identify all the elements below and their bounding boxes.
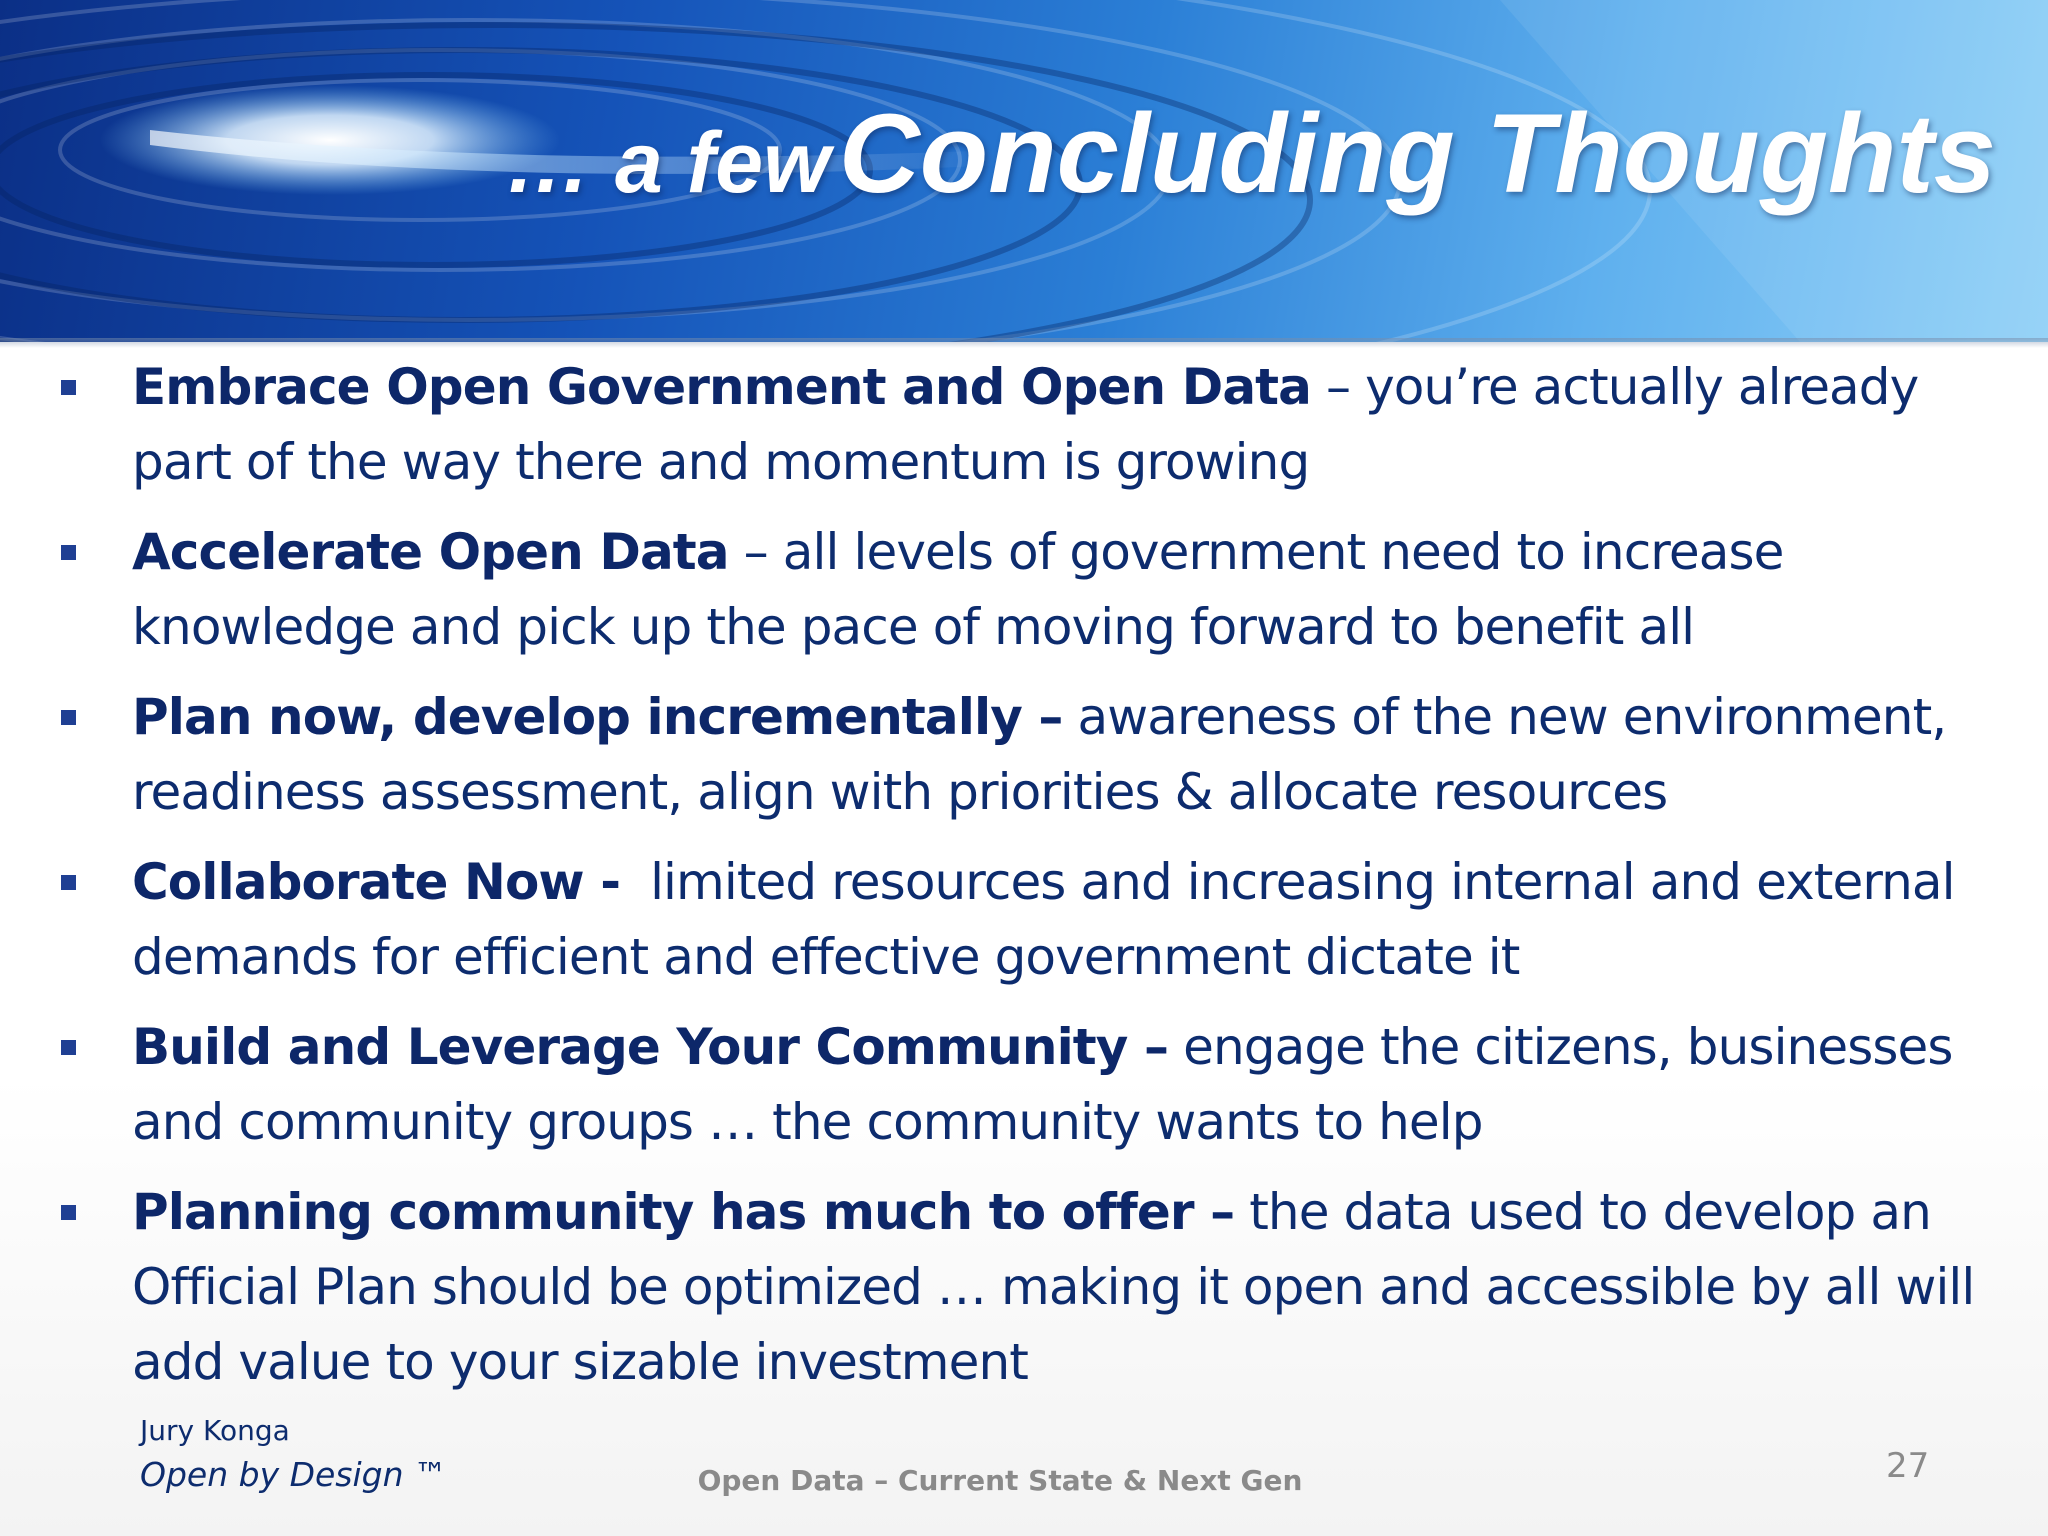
bullet-item	[0, 845, 2048, 995]
title-prefix: … a few	[505, 115, 831, 211]
bullet-item	[0, 680, 2048, 830]
slide-title	[505, 91, 1996, 216]
title-banner	[0, 0, 2048, 342]
square-bullet-icon	[61, 380, 76, 395]
square-bullet-icon	[61, 545, 76, 560]
bullet-lead: Plan now, develop incrementally –	[132, 688, 1063, 746]
bullet-lead: Build and Leverage Your Community –	[132, 1018, 1169, 1076]
page-number: 27	[1886, 1446, 1930, 1486]
bullet-lead: Accelerate Open Data	[132, 523, 729, 581]
bullet-lead: Planning community has much to offer –	[132, 1183, 1235, 1241]
bullet-text: the data used to develop an Official Plan should be optimized … making it open and accessible by all will add value to your sizable investment	[132, 1183, 1975, 1391]
bullet-list	[0, 350, 2048, 1415]
square-bullet-icon	[61, 875, 76, 890]
bullet-item	[0, 1175, 2048, 1400]
bullet-item	[0, 1010, 2048, 1160]
footer-author: Jury Konga	[140, 1414, 290, 1447]
banner-shadow	[0, 338, 2048, 348]
bullet-text: engage the citizens, businesses and community groups … the community wants to help	[132, 1018, 1953, 1151]
bullet-text: limited resources and increasing internal and external demands for efficient and effective government dictate it	[132, 853, 1970, 986]
title-main: Concluding Thoughts	[838, 91, 1996, 216]
bullet-text: awareness of the new environment, readiness assessment, align with priorities & allocate resources	[132, 688, 1947, 821]
footer-brand: Open by Design ™	[140, 1455, 448, 1494]
square-bullet-icon	[61, 1040, 76, 1055]
bullet-lead: Collaborate Now -	[132, 853, 621, 911]
bullet-text: – you’re actually already part of the way there and momentum is growing	[132, 358, 1919, 491]
footer-presentation-title: Open Data – Current State & Next Gen	[697, 1464, 1303, 1497]
bullet-text: – all levels of government need to increase knowledge and pick up the pace of moving forward to benefit all	[132, 523, 1784, 656]
square-bullet-icon	[61, 710, 76, 725]
square-bullet-icon	[61, 1205, 76, 1220]
bullet-item	[0, 350, 2048, 500]
bullet-item	[0, 515, 2048, 665]
bullet-lead: Embrace Open Government and Open Data	[132, 358, 1312, 416]
